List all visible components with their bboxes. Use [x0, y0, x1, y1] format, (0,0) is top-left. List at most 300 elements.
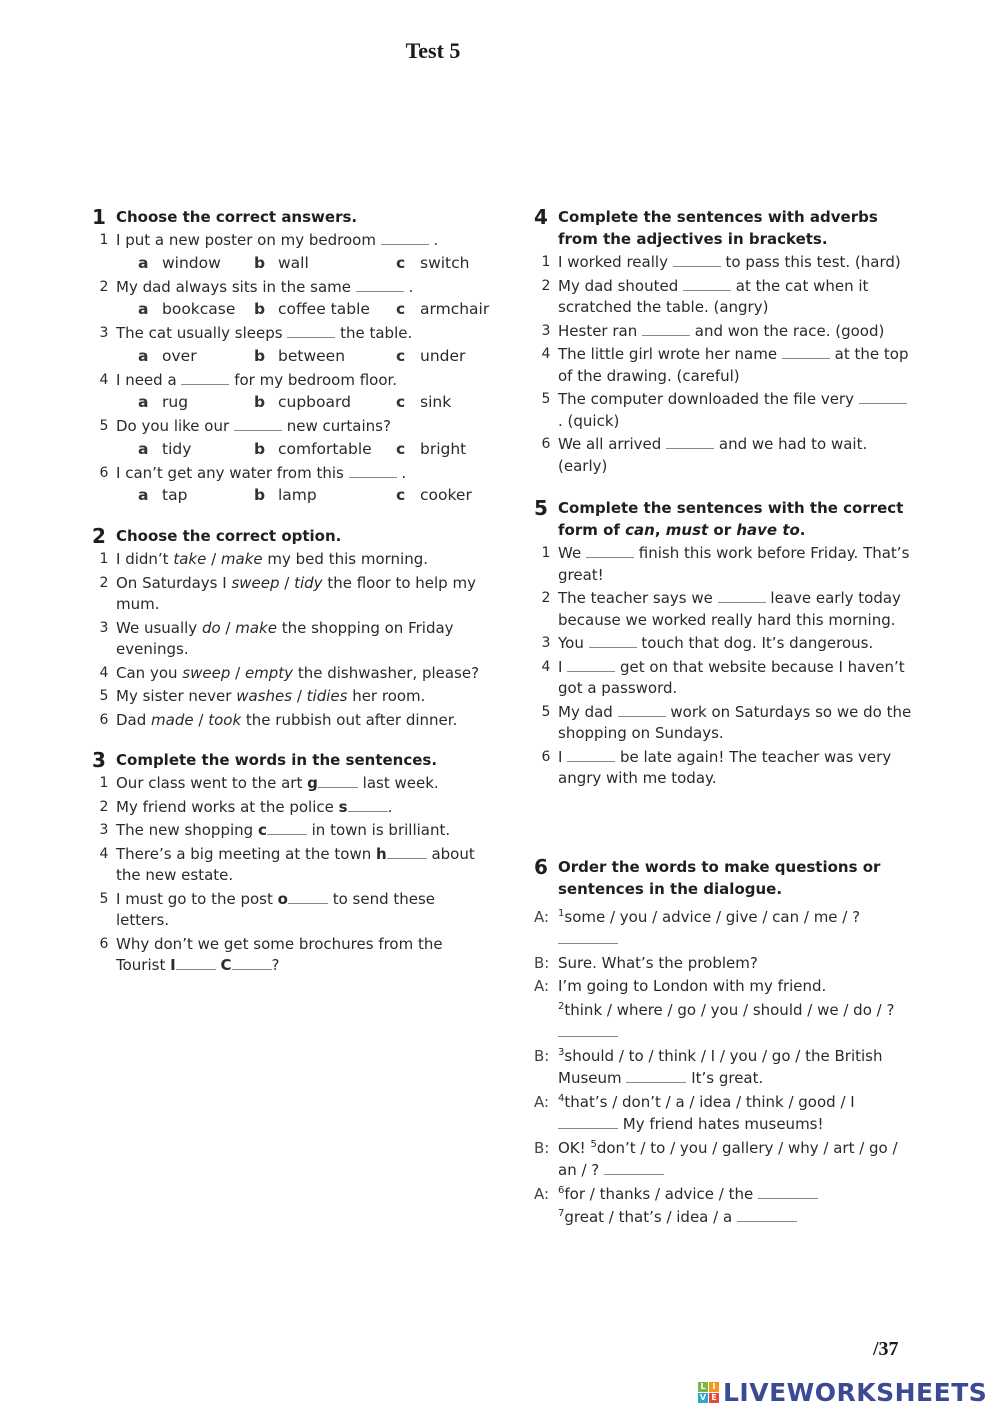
- text-part: the dishwasher, please?: [293, 663, 480, 682]
- question-number: 6: [99, 464, 109, 481]
- question-number: 6: [99, 935, 109, 952]
- option-text: cooker: [420, 486, 472, 504]
- text-part: On Saturdays I: [116, 573, 232, 592]
- speaker-label: [534, 1206, 558, 1229]
- answer-blank[interactable]: [642, 323, 690, 336]
- text-part: .: [408, 277, 414, 296]
- speaker-label: [534, 999, 558, 1044]
- text-part: I must go to the post: [116, 889, 278, 908]
- speaker-label: A:: [534, 1092, 550, 1111]
- answer-option[interactable]: [138, 298, 254, 321]
- first-letter: c: [257, 821, 267, 839]
- speaker-label: B:: [534, 953, 550, 972]
- dialogue-line: [534, 906, 914, 951]
- text-part: /: [230, 663, 245, 682]
- text-part: at the cat when it scratched the table. (angry): [558, 276, 869, 316]
- answer-blank[interactable]: [558, 1024, 618, 1037]
- instruction-have-to: have to: [736, 521, 800, 539]
- logo-text: LIVEWORKSHEETS: [723, 1378, 988, 1407]
- answer-option[interactable]: [254, 252, 396, 275]
- question-item: [92, 686, 492, 708]
- text-part: I put a new poster on my bedroom: [116, 231, 376, 249]
- answer-option[interactable]: [396, 484, 472, 507]
- question-item: [92, 797, 492, 819]
- text-part: We all arrived: [558, 435, 662, 453]
- text-part: and we had to wait. (early): [558, 435, 868, 475]
- answer-option[interactable]: [254, 391, 396, 414]
- text-part: There’s a big meeting at the town: [116, 844, 376, 863]
- answer-option[interactable]: [138, 438, 254, 461]
- gap-number: 4: [558, 1092, 565, 1104]
- instruction-part: Complete the sentences with the correct form of: [558, 499, 904, 539]
- question-number: 4: [99, 845, 109, 862]
- question-number: 1: [99, 775, 109, 791]
- question-text: [116, 230, 492, 252]
- answer-blank[interactable]: [267, 822, 307, 835]
- option-letter: c: [396, 253, 406, 272]
- dialogue-text: [558, 952, 914, 975]
- answer-blank[interactable]: [318, 775, 358, 788]
- answer-blank[interactable]: [234, 418, 282, 431]
- question-text: [116, 710, 492, 732]
- text-part: some / you / advice / give / can / me / ?: [564, 907, 861, 926]
- text-part: new curtains?: [286, 417, 391, 435]
- gap-number: 3: [558, 1046, 565, 1058]
- dialogue-text: [558, 1091, 914, 1136]
- exercise-number: 5: [534, 496, 548, 520]
- exercise-number: 6: [534, 854, 548, 879]
- text-part: for my bedroom floor.: [234, 370, 398, 389]
- text-part: It’s great.: [691, 1069, 764, 1087]
- option-text: coffee table: [278, 300, 370, 318]
- exercise-4: [534, 206, 914, 477]
- option-choice[interactable]: sweep: [182, 663, 231, 682]
- total-score: /37: [873, 1338, 899, 1360]
- option-letter: b: [254, 300, 266, 318]
- option-text: cupboard: [278, 393, 351, 411]
- text-part: in town is brilliant.: [306, 821, 451, 839]
- option-choice[interactable]: take: [173, 550, 207, 568]
- option-letter: c: [396, 486, 406, 504]
- text-part: the shopping on Friday evenings.: [116, 618, 454, 658]
- option-text: wall: [278, 253, 309, 272]
- option-text: between: [278, 346, 346, 365]
- question-text: [558, 702, 914, 745]
- right-column: [534, 206, 914, 1243]
- option-letter: a: [138, 486, 149, 504]
- question-text: [558, 434, 914, 477]
- answer-blank[interactable]: [718, 590, 766, 603]
- text-part: The little girl wrote her name: [558, 345, 778, 363]
- text-part: You: [558, 634, 584, 652]
- dialogue-text: [558, 1183, 914, 1206]
- question-number: 1: [541, 254, 551, 270]
- gap-number: 7: [558, 1208, 565, 1219]
- text-part: I can’t get any water from this: [116, 463, 344, 482]
- first-letter: I: [170, 956, 176, 974]
- instruction-can: can: [625, 521, 655, 539]
- speaker-label: A:: [534, 977, 550, 995]
- text-part: OK!: [558, 1138, 591, 1157]
- question-text: [116, 277, 492, 299]
- question-item: [534, 588, 914, 631]
- text-part: the rubbish out after dinner.: [241, 710, 458, 729]
- option-letter: b: [254, 393, 266, 411]
- option-choice[interactable]: make: [220, 550, 263, 568]
- question-text: [116, 797, 492, 819]
- question-number: 5: [99, 688, 109, 704]
- answer-blank[interactable]: [558, 1116, 618, 1129]
- answer-blank[interactable]: [618, 704, 666, 717]
- question-text: [116, 463, 492, 485]
- option-choice[interactable]: washes: [236, 687, 293, 705]
- answer-option[interactable]: [396, 391, 451, 414]
- question-item: [534, 747, 914, 790]
- text-part: /: [220, 618, 236, 637]
- question-number: 1: [99, 232, 109, 248]
- option-letter: b: [254, 439, 266, 458]
- liveworksheets-logo: [698, 1378, 987, 1407]
- dialogue-line: [534, 1183, 914, 1206]
- question-item: [534, 657, 914, 700]
- option-choice[interactable]: took: [208, 710, 242, 729]
- question-text: [116, 663, 492, 685]
- question-number: 3: [99, 822, 109, 838]
- speaker-label: A:: [534, 907, 550, 926]
- option-choice[interactable]: make: [235, 618, 277, 637]
- speaker-label: B:: [534, 1046, 550, 1065]
- answer-option[interactable]: [138, 345, 254, 368]
- dialogue-line: [534, 1045, 914, 1090]
- answer-blank[interactable]: [782, 346, 830, 359]
- question-number: 1: [541, 545, 551, 561]
- option-text: over: [162, 346, 197, 365]
- text-part: Sure. What’s the problem?: [558, 953, 758, 972]
- exercise-number: 2: [92, 524, 106, 548]
- question-number: 5: [541, 391, 551, 407]
- gap-number: 1: [558, 907, 565, 919]
- answer-options: [138, 391, 492, 414]
- answer-blank[interactable]: [859, 391, 907, 404]
- option-choice[interactable]: made: [151, 710, 194, 729]
- answer-blank[interactable]: [287, 325, 335, 338]
- question-item: [534, 276, 914, 319]
- question-item: [534, 702, 914, 745]
- question-text: [116, 934, 492, 977]
- question-item: [92, 370, 492, 392]
- page-title: Test 5: [405, 38, 461, 63]
- answer-option[interactable]: [396, 345, 465, 368]
- answer-blank[interactable]: [349, 465, 397, 478]
- option-choice[interactable]: empty: [244, 663, 294, 682]
- question-text: [116, 618, 492, 661]
- answer-option[interactable]: [254, 345, 396, 368]
- exercise-instruction: Choose the correct option.: [116, 527, 342, 545]
- question-number: 1: [99, 551, 109, 567]
- question-number: 4: [99, 371, 109, 388]
- question-number: 3: [99, 325, 109, 341]
- text-part: My dad shouted: [558, 276, 679, 295]
- text-part: about the new estate.: [116, 844, 475, 884]
- answer-blank[interactable]: [737, 1209, 797, 1222]
- question-item: [92, 773, 492, 795]
- option-text: bright: [420, 439, 467, 458]
- option-letter: c: [396, 300, 406, 318]
- option-text: switch: [420, 253, 470, 272]
- option-choice[interactable]: do: [201, 618, 221, 637]
- instruction-dot: .: [799, 521, 806, 539]
- text-part: to pass this test. (hard): [725, 253, 901, 271]
- exercise-instruction: [558, 497, 914, 541]
- question-text: [558, 389, 914, 432]
- question-number: 5: [541, 703, 551, 720]
- answer-blank[interactable]: [387, 846, 427, 859]
- question-number: 6: [99, 711, 109, 728]
- text-part: don’t / to / you / gallery / why / art / go / an / ?: [558, 1138, 898, 1179]
- answer-option[interactable]: [254, 298, 396, 321]
- text-part: ?: [271, 956, 280, 974]
- question-item: [92, 416, 492, 438]
- question-item: [92, 710, 492, 732]
- question-item: [92, 230, 492, 252]
- text-part: My friend hates museums!: [622, 1115, 824, 1133]
- question-text: [558, 252, 914, 274]
- question-text: [558, 657, 914, 700]
- question-number: 2: [541, 277, 551, 294]
- text-part: /: [206, 550, 221, 568]
- text-part: Dad: [116, 710, 152, 729]
- question-text: [558, 276, 914, 319]
- question-number: 6: [541, 436, 551, 452]
- question-item: [534, 252, 914, 274]
- question-text: [558, 633, 914, 655]
- text-part: I: [558, 657, 563, 676]
- answer-option[interactable]: [138, 252, 254, 275]
- dialogue-line: [534, 952, 914, 975]
- question-number: 3: [541, 322, 551, 339]
- text-part: work on Saturdays so we do the shopping on Sundays.: [558, 702, 912, 742]
- question-item: [92, 820, 492, 842]
- answer-option[interactable]: [254, 438, 396, 461]
- text-part: Can you: [116, 663, 183, 682]
- gap-number: 6: [558, 1184, 565, 1196]
- question-item: [534, 344, 914, 387]
- dialogue-line: [534, 999, 914, 1044]
- question-item: [92, 323, 492, 345]
- dialogue-text: [558, 906, 914, 951]
- answer-blank[interactable]: [381, 232, 429, 245]
- question-number: 2: [541, 590, 551, 606]
- answer-blank[interactable]: [589, 635, 637, 648]
- first-letter: h: [376, 844, 387, 863]
- text-part: touch that dog. It’s dangerous.: [641, 634, 874, 652]
- text-part: My friend works at the police: [116, 797, 339, 816]
- option-text: armchair: [420, 300, 490, 318]
- answer-option[interactable]: [138, 391, 254, 414]
- question-item: [92, 663, 492, 685]
- text-part: .: [387, 797, 393, 816]
- text-part: /: [193, 710, 209, 729]
- option-text: tap: [162, 486, 188, 504]
- question-text: [116, 889, 492, 932]
- question-text: [116, 323, 492, 345]
- answer-option[interactable]: [138, 484, 254, 507]
- question-number: 5: [99, 890, 109, 907]
- question-number: 5: [99, 418, 109, 434]
- question-item: [92, 934, 492, 977]
- answer-options: [138, 438, 492, 461]
- question-text: [116, 549, 492, 571]
- gap-number: 2: [558, 1000, 565, 1012]
- answer-blank[interactable]: [626, 1070, 686, 1083]
- answer-options: [138, 345, 492, 368]
- question-text: [116, 370, 492, 392]
- question-number: 2: [99, 574, 109, 591]
- text-part: that’s / don’t / a / idea / think / good / I: [564, 1092, 855, 1111]
- text-part: We: [558, 544, 582, 562]
- question-item: [92, 844, 492, 887]
- question-item: [92, 549, 492, 571]
- dialogue-line: [534, 975, 914, 998]
- option-text: tidy: [162, 439, 192, 458]
- option-letter: a: [138, 393, 149, 411]
- option-text: rug: [162, 393, 189, 411]
- text-part: The computer downloaded the file very: [558, 390, 854, 408]
- text-part: My dad always sits in the same: [116, 277, 351, 296]
- question-number: 6: [541, 748, 551, 765]
- question-text: [116, 573, 492, 616]
- answer-blank[interactable]: [356, 279, 404, 292]
- option-text: bookcase: [162, 300, 236, 318]
- text-part: for / thanks / advice / the: [564, 1184, 754, 1203]
- text-part: My dad: [558, 702, 613, 721]
- answer-blank[interactable]: [567, 659, 615, 672]
- option-text: sink: [420, 393, 452, 411]
- logo-letter: E: [709, 1393, 719, 1403]
- instruction-sep: ,: [654, 521, 666, 539]
- speaker-label: A:: [534, 1184, 550, 1203]
- question-item: [534, 434, 914, 477]
- gap-number: 5: [590, 1138, 597, 1150]
- question-text: [116, 773, 492, 795]
- question-item: [92, 277, 492, 299]
- exercise-6: [534, 856, 914, 1229]
- text-part: great / that’s / idea / a: [564, 1208, 733, 1226]
- instruction-must: must: [665, 521, 709, 539]
- answer-blank[interactable]: [181, 372, 229, 385]
- answer-blank[interactable]: [673, 254, 721, 267]
- question-item: [92, 463, 492, 485]
- answer-option[interactable]: [396, 252, 469, 275]
- option-text: under: [420, 346, 466, 365]
- option-text: comfortable: [278, 439, 372, 458]
- text-part: should / to / think / I / you / go / the British Museum: [558, 1046, 883, 1087]
- text-part: .: [433, 231, 439, 249]
- question-number: 3: [99, 619, 109, 636]
- question-item: [92, 618, 492, 661]
- text-part: I: [558, 747, 563, 766]
- exercise-instruction: Choose the correct answers.: [116, 208, 358, 226]
- exercise-instruction: Complete the words in the sentences.: [116, 751, 438, 769]
- answer-blank[interactable]: [558, 931, 618, 944]
- option-letter: a: [138, 439, 149, 458]
- text-part: the table.: [340, 324, 413, 342]
- logo-letter: L: [698, 1382, 708, 1392]
- exercise-5: [534, 497, 914, 790]
- dialogue-line: [534, 1091, 914, 1136]
- logo-letter: V: [699, 1393, 707, 1402]
- text-part: be late again! The teacher was very angry with me today.: [558, 747, 892, 787]
- text-part: finish this work before Friday. That’s great!: [558, 544, 910, 584]
- answer-option[interactable]: [254, 484, 396, 507]
- dialogue-line: [534, 1206, 914, 1229]
- option-choice[interactable]: tidy: [294, 573, 323, 592]
- option-letter: b: [254, 486, 266, 504]
- text-part: My sister never: [116, 687, 237, 705]
- question-number: 2: [99, 798, 109, 815]
- question-number: 3: [541, 635, 551, 651]
- question-item: [534, 321, 914, 343]
- answer-blank[interactable]: [758, 1186, 818, 1199]
- answer-options: [138, 298, 492, 321]
- option-letter: c: [396, 393, 406, 411]
- answer-option[interactable]: [396, 298, 489, 321]
- question-number: 2: [99, 278, 109, 295]
- first-letter: o: [277, 889, 288, 908]
- question-text: [558, 747, 914, 790]
- question-number: 4: [541, 658, 551, 675]
- answer-blank[interactable]: [586, 545, 634, 558]
- answer-options: [138, 484, 492, 507]
- question-text: [558, 344, 914, 387]
- question-item: [534, 633, 914, 655]
- text-part: leave early today because we worked really hard this morning.: [558, 589, 901, 629]
- answer-blank[interactable]: [666, 436, 714, 449]
- answer-blank[interactable]: [567, 749, 615, 762]
- text-part: the floor to help my mum.: [116, 573, 476, 613]
- question-text: [116, 686, 492, 708]
- text-part: /: [279, 573, 295, 592]
- question-text: [558, 588, 914, 631]
- left-column: [92, 206, 492, 991]
- dialogue-text: [558, 1045, 914, 1090]
- answer-blank[interactable]: [683, 278, 731, 291]
- answer-blank[interactable]: [232, 957, 272, 970]
- option-choice[interactable]: sweep: [231, 573, 280, 592]
- option-choice[interactable]: tidies: [306, 687, 348, 705]
- exercise-1: [92, 206, 492, 507]
- question-text: [558, 321, 914, 343]
- answer-blank[interactable]: [348, 799, 388, 812]
- text-part: I need a: [116, 370, 177, 389]
- answer-blank[interactable]: [604, 1162, 664, 1175]
- answer-option[interactable]: [396, 438, 466, 461]
- question-item: [92, 573, 492, 616]
- exercise-2: [92, 525, 492, 731]
- text-part: last week.: [357, 774, 439, 792]
- question-text: [116, 820, 492, 842]
- text-part: I didn’t: [116, 550, 174, 568]
- text-part: Do you like our: [116, 417, 230, 435]
- question-number: 4: [541, 346, 551, 362]
- text-part: Our class went to the art: [116, 774, 308, 792]
- question-number: 4: [99, 664, 109, 681]
- answer-blank[interactable]: [288, 891, 328, 904]
- text-part: I worked really: [558, 253, 668, 271]
- text-part: I’m going to London with my friend.: [558, 977, 827, 995]
- dialogue-text: [558, 1206, 914, 1229]
- answer-blank[interactable]: [176, 957, 216, 970]
